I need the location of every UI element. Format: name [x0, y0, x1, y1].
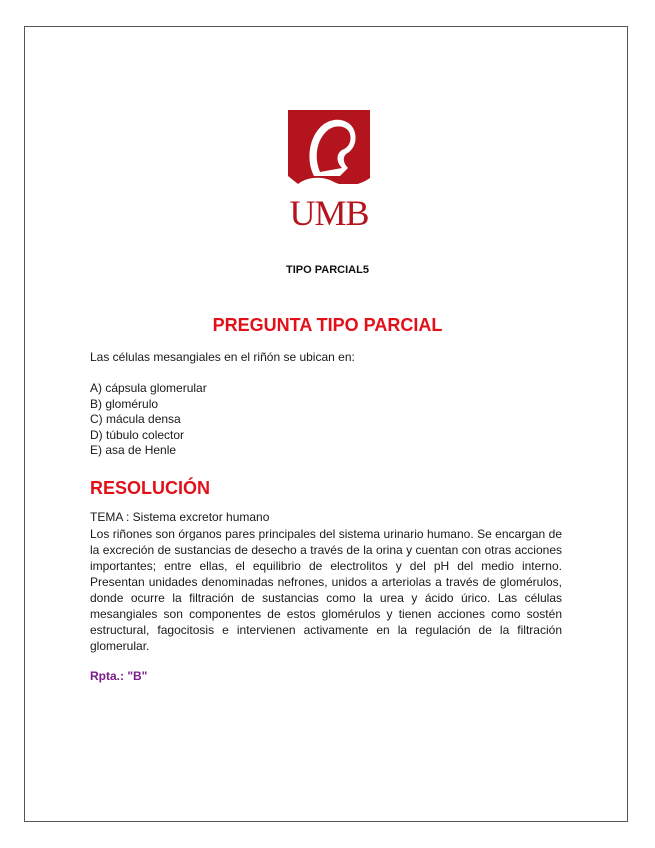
- option-c: C) mácula densa: [90, 412, 181, 427]
- document-title: TIPO PARCIAL5: [286, 264, 369, 276]
- logo-emblem: [284, 106, 374, 192]
- topic-line: TEMA : Sistema excretor humano: [90, 510, 270, 524]
- option-a: A) cápsula glomerular: [90, 381, 207, 395]
- resolution-heading: RESOLUCIÓN: [90, 478, 211, 498]
- explanation-paragraph: Los riñones son órganos pares principales del sistema urinario humano. Se encargan de la excreción de sustancias de desecho a través de la orina y cuentan con otras acciones importantes; entre ellas, el equilibrio de electrolitos y del pH del medio interno. Presentan unidades denominadas nefrones, unidos a arteriolas a través de glomérulos, donde ocurre la filtración de sustancias como la urea y ácido úrico. Las células mesangiales son componentes de estos glomérulos y tienen acciones como sostén estructural, fagocitosis e intervienen activamente en la regulación de la filtración glomerular.: [90, 527, 562, 653]
- option-b: B) glomérulo: [90, 396, 159, 411]
- option-e: E) asa de Henle: [90, 443, 177, 458]
- question-heading: PREGUNTA TIPO PARCIAL: [212, 315, 443, 335]
- umb-logo: [284, 106, 374, 238]
- question-stem: Las células mesangiales en el riñón se ubican en:: [90, 350, 355, 364]
- answer-options: [90, 381, 207, 459]
- logo-wordmark: UMB: [289, 193, 369, 233]
- option-d: D) túbulo colector: [90, 427, 185, 442]
- answer-line: Rpta.: "B": [90, 669, 148, 683]
